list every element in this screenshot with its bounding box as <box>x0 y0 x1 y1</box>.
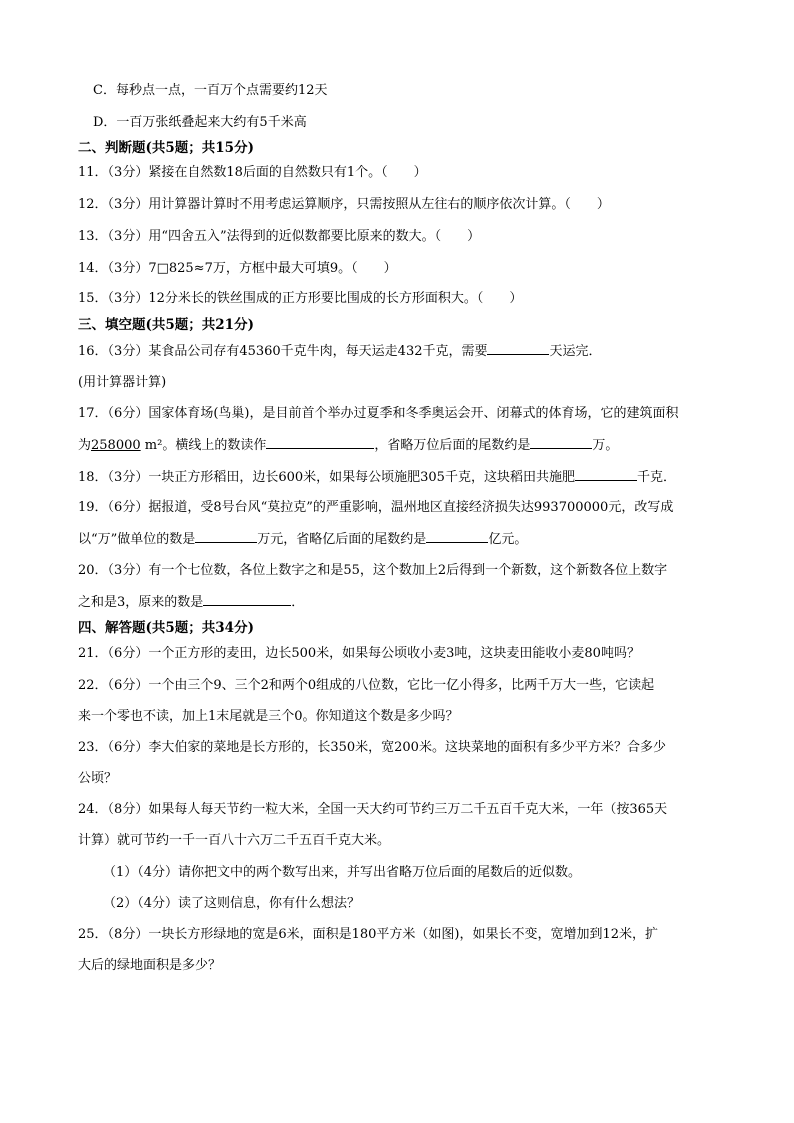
question-19-text-c: 万元，省略亿后面的尾数约是 <box>257 532 427 547</box>
question-16 <box>78 342 602 361</box>
section-header-fill-in: 三、填空题(共5题；共21分) <box>78 317 254 333</box>
question-19-text-b: 以“万”做单位的数是 <box>78 532 196 547</box>
answer-blank[interactable] <box>195 530 257 543</box>
option-d: D．一百万张纸叠起来大约有5千米高 <box>93 115 307 130</box>
question-21: 21．（6分）一个正方形的麦田，边长500米，如果每公顷收小麦3吨，这块麦田能收小麦80吨吗？ <box>78 646 640 661</box>
answer-blank[interactable] <box>575 468 637 481</box>
question-19-line2 <box>78 530 527 549</box>
question-18-text-a: 18．（3分）一块正方形稻田，边长600米，如果每公顷施肥305千克，这块稻田共施肥 <box>78 470 575 485</box>
question-16-note: (用计算器计算) <box>78 375 167 390</box>
question-17-text-b: 为 <box>78 438 92 453</box>
answer-blank[interactable] <box>266 436 374 449</box>
question-16-text-b: 天运完． <box>549 344 602 359</box>
question-24-part2: （2）（4分）读了这则信息，你有什么想法？ <box>103 896 361 911</box>
question-17-text-d: ，省略万位后面的尾数约是 <box>374 438 531 453</box>
answer-blank[interactable] <box>203 593 291 606</box>
question-14: 14．（3分）7□825≈7万，方框中最大可填9。（ ） <box>78 261 397 276</box>
question-20-text-c: ． <box>291 595 305 610</box>
section-header-answer: 四、解答题(共5题；共34分) <box>78 620 254 636</box>
question-25-line1: 25．（8分）一块长方形绿地的宽是6米，面积是180平方米（如图)，如果长不变，宽增加到12米，扩 <box>78 927 659 942</box>
question-24-line2: 计算）就可节约一千一百八十六万二千五百千克大米。 <box>78 833 391 848</box>
question-22-line2: 来一个零也不读，加上1末尾就是三个0。你知道这个数是多少吗？ <box>78 709 459 724</box>
question-12: 12．（3分）用计算器计算时不用考虑运算顺序，只需按照从左往右的顺序依次计算。（ ） <box>78 197 610 212</box>
underlined-number: 258000 <box>91 438 141 453</box>
answer-blank[interactable] <box>426 530 488 543</box>
question-24-part1: （1）（4分）请你把文中的两个数写出来，并写出省略万位后面的尾数后的近似数。 <box>103 865 582 880</box>
answer-blank[interactable] <box>530 436 592 449</box>
question-18-text-b: 千克． <box>636 470 676 485</box>
question-22-line1: 22．（6分）一个由三个9、三个2和两个0组成的八位数，它比一亿小得多，比两千万大一些，它读起 <box>78 678 655 693</box>
question-25-line2: 大后的绿地面积是多少？ <box>78 958 222 973</box>
question-16-text-a: 16．（3分）某食品公司存有45360千克牛肉，每天运走432千克，需要 <box>78 344 488 359</box>
question-20-line1: 20．（3分）有一个七位数，各位上数字之和是55，这个数加上2后得到一个新数，这个新数各位上数字 <box>78 563 668 578</box>
question-13: 13．（3分）用“四舍五入”法得到的近似数都要比原来的数大。（ ） <box>78 229 481 244</box>
question-18 <box>78 468 676 487</box>
section-header-judgement: 二、判断题(共5题；共15分) <box>78 140 254 156</box>
question-19-line1: 19．（6分）据报道，受8号台风“莫拉克”的严重影响，温州地区直接经济损失达993700000元，改写成 <box>78 500 674 515</box>
option-c: C．每秒点一点，一百万个点需要约12天 <box>93 83 328 98</box>
question-20-text-b: 之和是3，原来的数是 <box>78 595 204 610</box>
question-17-line2 <box>78 436 618 455</box>
question-19-text-d: 亿元。 <box>488 532 528 547</box>
question-23-line2: 公顷？ <box>78 771 118 786</box>
question-23-line1: 23．（6分）李大伯家的菜地是长方形的，长350米，宽200米。这块菜地的面积有多少平方米？合多少 <box>78 740 666 755</box>
question-11: 11．（3分）紧接在自然数18后面的自然数只有1个。（ ） <box>78 165 427 180</box>
question-15: 15．（3分）12分米长的铁丝围成的正方形要比围成的长方形面积大。（ ） <box>78 291 523 306</box>
question-24-line1: 24．（8分）如果每人每天节约一粒大米，全国一天大约可节约三万二千五百千克大米，一年（按365天 <box>78 802 668 817</box>
answer-blank[interactable] <box>487 342 549 355</box>
question-17-text-e: 万。 <box>592 438 619 453</box>
question-17-line1: 17．（6分）国家体育场(鸟巢)，是目前首个举办过夏季和冬季奥运会开、闭幕式的体育场，它的建筑面积 <box>78 406 679 421</box>
question-17-text-c: m²。横线上的数读作 <box>144 438 267 453</box>
question-20-line2 <box>78 593 304 612</box>
